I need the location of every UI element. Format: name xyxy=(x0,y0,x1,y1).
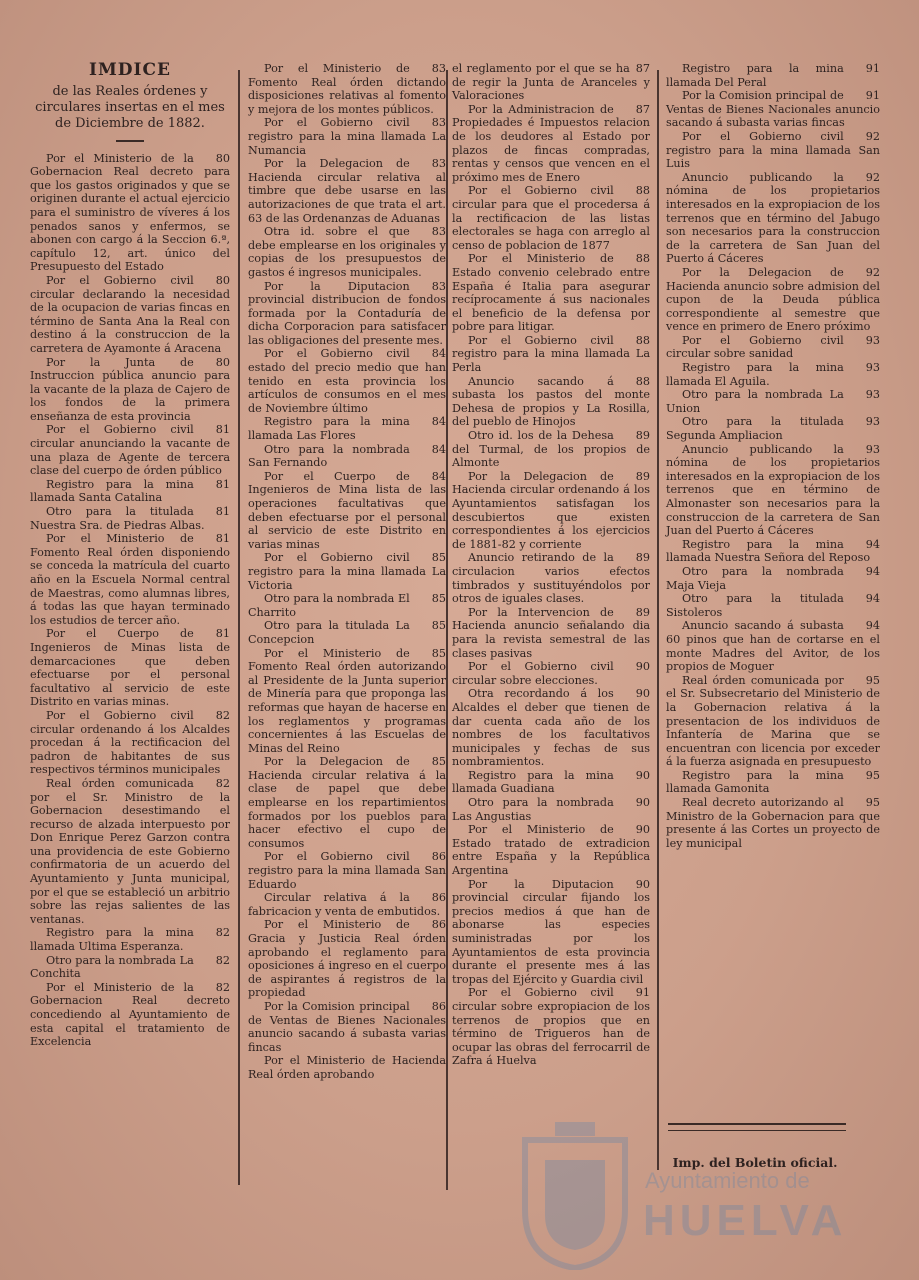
index-entry xyxy=(452,470,650,552)
page-number: 84 xyxy=(431,415,446,429)
entry-text: Por el Gobierno civil registro para la mina llamada La Perla xyxy=(452,333,650,375)
entry-text: Otro para la nombrada San Fernando xyxy=(248,442,410,470)
entry-text: Anuncio publicando la nómina de los propietarios interesados en la expropiacion de los terrenos que en término de Almonaster son necesarios para la construccion de la carretera de San Juan del Puerto á Cáceres xyxy=(666,442,880,538)
page-number: 94 xyxy=(865,619,880,633)
index-entry xyxy=(248,619,446,646)
column-rule xyxy=(657,70,659,1170)
index-entry xyxy=(248,225,446,279)
page-number: 95 xyxy=(865,673,880,687)
page-number: 94 xyxy=(865,592,880,606)
index-entry xyxy=(666,266,880,334)
index-entry xyxy=(666,769,880,796)
watermark-line-1: Ayuntamiento de xyxy=(645,1168,810,1193)
entry-text: Por la Delegacion de Hacienda anuncio sobre admision del cupon de la Deuda pública correspondiente al semestre que vence en primero de Enero próximo xyxy=(666,265,880,334)
page-number: 86 xyxy=(431,999,446,1013)
index-entry xyxy=(666,674,880,769)
entry-text: Por la Junta de Instruccion pública anuncio para la vacante de la plaza de Cajero de los fondos de la primera enseñanza de esta provincia xyxy=(30,355,230,423)
page-number: 83 xyxy=(431,157,446,171)
index-entry xyxy=(30,478,230,505)
page-number: 82 xyxy=(215,926,230,940)
page-number: 95 xyxy=(865,796,880,810)
index-title: IMDICE xyxy=(89,60,171,80)
index-entry xyxy=(30,532,230,627)
entry-text: Otro para la nombrada La Union xyxy=(666,388,844,415)
page-number: 90 xyxy=(635,796,650,810)
page-number: 93 xyxy=(865,361,880,375)
page-number: 93 xyxy=(865,388,880,402)
page-number: 85 xyxy=(431,619,446,633)
entry-text: Por el Ministerio de Estado tratado de extradicion entre España y la República Argentina xyxy=(452,823,650,878)
coat-of-arms-icon xyxy=(515,1120,635,1270)
index-entry xyxy=(666,619,880,673)
page-number: 80 xyxy=(215,151,230,165)
index-subtitle: de las Reales órdenes y circulares insertas en el mes de Diciembre de 1882. xyxy=(35,83,225,131)
page-number: 89 xyxy=(635,605,650,619)
column-rule xyxy=(238,70,240,1185)
page-number: 83 xyxy=(431,62,446,75)
page-number: 92 xyxy=(865,170,880,184)
index-entry xyxy=(666,796,880,850)
entry-text: Por el Gobierno civil circular declarando la necesidad de la ocupacion de varias fincas en término de Santa Ana la Real con destino á la construccion de la carretera de Ayamonte á Aracena xyxy=(30,273,230,355)
index-entry xyxy=(248,470,446,552)
page-number: 81 xyxy=(215,532,230,546)
entry-text: Por el Cuerpo de Ingenieros de Mina lista de las operaciones facultativas que deben efectuarse por el personal al servicio de este Distrito en varias minas xyxy=(248,469,446,551)
entry-text: Anuncio retirando de la circulacion varios efectos timbrados y sustituyéndolos por otros de iguales clases. xyxy=(452,551,650,606)
page-number: 81 xyxy=(215,505,230,519)
entry-text: Registro para la mina llamada Gamonita xyxy=(666,768,844,796)
index-entry xyxy=(666,388,880,415)
entry-text: Por el Ministerio de la Gobernacion Real decreto concediendo al Ayuntamiento de esta capital el tratamiento de Excelencia xyxy=(30,980,230,1049)
page-number: 90 xyxy=(635,687,650,701)
page-number: 84 xyxy=(431,347,446,361)
page-number: 91 xyxy=(635,986,650,1000)
entry-text: Por el Gobierno civil circular anunciando la vacante de una plaza de Agente de tercera clase del cuerpo de órden público xyxy=(30,423,230,478)
entry-text: Por la Comision principal de Ventas de Bienes Nacionales anuncio sacando á subasta varias fincas xyxy=(666,89,880,130)
entry-text: Otro para la titulada Sistoleros xyxy=(666,592,844,619)
index-entry xyxy=(248,415,446,442)
entry-text: Por el Ministerio de Estado convenio celebrado entre España é Italia para asegurar recíprocamente á sus nacionales el beneficio de la defensa por pobre para litigar. xyxy=(452,252,650,334)
entry-text: Registro para la mina llamada Del Peral xyxy=(666,62,844,89)
page-number: 83 xyxy=(431,116,446,130)
page-number: 93 xyxy=(865,415,880,429)
page-number: 88 xyxy=(635,333,650,347)
page-number: 82 xyxy=(215,776,230,790)
index-entry xyxy=(666,538,880,565)
index-entry xyxy=(30,423,230,477)
page-number: 86 xyxy=(431,918,446,932)
entry-text: Otro para la nombrada Las Angustias xyxy=(452,796,614,823)
entry-text: Por el Gobierno civil registro para la mina llamada La Numancia xyxy=(248,116,446,157)
index-entry xyxy=(248,850,446,891)
entry-text: Por el Gobierno civil estado del precio medio que han tenido en esta provincia los artículos de consumos en el mes de Noviembre último xyxy=(248,347,446,415)
page-number: 94 xyxy=(865,564,880,578)
entry-text: Por la Administracion de Propiedades é Impuestos relacion de los deudores al Estado por plazos de fincas compradas, rentas y censos que vencen en el próximo mes de Enero xyxy=(452,102,650,184)
page-number: 81 xyxy=(215,627,230,641)
index-entry xyxy=(666,361,880,388)
index-entry xyxy=(30,777,230,927)
index-entry xyxy=(30,926,230,953)
index-entry xyxy=(248,1000,446,1054)
entry-text: Otro id. los de la Dehesa del Turmal, de los propios de Almonte xyxy=(452,429,650,470)
entry-text: Por la Comision principal de Ventas de Bienes Nacionales anuncio sacando á subasta varias fincas xyxy=(248,999,446,1054)
index-column-2 xyxy=(248,62,446,1240)
page-number: 95 xyxy=(865,768,880,782)
index-entry xyxy=(452,796,650,823)
watermark-line-2: HUELVA xyxy=(643,1196,848,1245)
title-divider xyxy=(116,140,144,142)
page-number: 92 xyxy=(865,265,880,279)
page-number: 82 xyxy=(215,708,230,722)
page-number: 84 xyxy=(431,442,446,456)
page-number: 89 xyxy=(635,551,650,565)
index-column-3 xyxy=(452,62,650,1240)
index-entry xyxy=(666,592,880,619)
index-entry xyxy=(666,171,880,266)
page-number: 90 xyxy=(635,660,650,674)
entry-text: Registro para la mina llamada El Aguila. xyxy=(666,361,844,388)
entry-text: Por la Diputacion provincial circular fijando los precios medios á que han de abonarse las especies suministradas por los Ayuntamientos de esta provincia durante el presente mes á las tropas del Ejército y Guardia civil xyxy=(452,877,650,986)
index-entry xyxy=(30,274,230,356)
index-entry xyxy=(452,687,650,769)
index-entry xyxy=(452,375,650,429)
index-entry xyxy=(452,878,650,987)
index-entry xyxy=(452,660,650,687)
page-number: 87 xyxy=(635,62,650,75)
index-entry xyxy=(666,89,880,130)
entry-text: Anuncio sacando á subasta 60 pinos que han de cortarse en el monte Madres del Avitor, de los propios de Moguer xyxy=(666,619,880,674)
entry-text: Registro para la mina llamada Nuestra Señora del Reposo xyxy=(666,537,871,565)
column-rule xyxy=(446,70,448,1190)
index-entry xyxy=(248,62,446,116)
page-number: 81 xyxy=(215,477,230,491)
index-entry xyxy=(30,627,230,709)
index-entry xyxy=(452,986,650,1068)
page-number: 85 xyxy=(431,592,446,606)
index-entry xyxy=(666,130,880,171)
entry-text: Otra id. sobre el que debe emplearse en los originales y copias de los presupuestos de gastos é ingresos municipales. xyxy=(248,225,446,279)
index-entry xyxy=(452,334,650,375)
index-entry xyxy=(666,565,880,592)
index-entry xyxy=(248,280,446,348)
page-number: 90 xyxy=(635,823,650,837)
page-number: 88 xyxy=(635,374,650,388)
entry-text: Por la Delegacion de Hacienda circular relativa al timbre que debe usarse en las autorizaciones de que trata el art. 63 de las Ordenanzas de Aduanas xyxy=(248,157,446,225)
entry-text: Otro para la nombrada Maja Vieja xyxy=(666,564,844,592)
index-entry xyxy=(248,116,446,157)
index-entry xyxy=(452,551,650,605)
index-entry xyxy=(452,606,650,660)
entry-text: Real órden comunicada por el Sr. Ministro de la Gobernacion desestimando el recurso de alzada interpuesto por Don Enrique Perez Garzon contra una providencia de este Gobierno confirmatoria de un acuerdo del Ayuntamiento y Junta municipal, por el que se estableció un arbitrio sobre las rejas salientes de las ventanas. xyxy=(30,776,230,926)
index-entry xyxy=(248,347,446,415)
index-entry xyxy=(452,823,650,877)
page-number: 90 xyxy=(635,877,650,891)
page-number: 80 xyxy=(215,355,230,369)
entry-text: Anuncio sacando á subasta los pastos del monte Dehesa de propios y La Rosilla, del pueblo de Hinojos xyxy=(452,374,650,429)
index-entry xyxy=(666,443,880,538)
page-number: 92 xyxy=(865,129,880,143)
entry-text: Otro para la titulada Nuestra Sra. de Piedras Albas. xyxy=(30,505,205,532)
page-number: 88 xyxy=(635,184,650,198)
entry-text: Real órden comunicada por el Sr. Subsecretario del Ministerio de la Gobernacion relativa á la presentacion de los individuos de Infantería de Marina que se encuentran con licencia por exceder á la fuerza asignada en presupuesto xyxy=(666,673,880,769)
index-entry xyxy=(666,334,880,361)
index-entry xyxy=(30,152,230,274)
index-entry xyxy=(30,709,230,777)
entry-text: Por el Gobierno civil registro para la mina llamada San Luis xyxy=(666,129,880,171)
index-entry xyxy=(452,252,650,334)
entry-text: Registro para la mina llamada Las Flores xyxy=(248,415,410,443)
entry-text: Por el Gobierno civil registro para la mina llamada La Victoria xyxy=(248,551,446,592)
page-number: 89 xyxy=(635,469,650,483)
entry-text: Por el Ministerio de Fomento Real órden disponiendo se conceda la matrícula del cuarto año en la Escuela Normal central de Maestras, como alumnas libres, á todas las que hayan terminado los estudios de tercer año. xyxy=(30,532,230,627)
entry-text: Por la Intervencion de Hacienda anuncio señalando dia para la revista semestral de las clases pasivas xyxy=(452,605,650,660)
page-number: 88 xyxy=(635,252,650,266)
entry-text: Otro para la nombrada El Charrito xyxy=(248,592,410,619)
entry-text: Circular relativa á la fabricacion y venta de embutidos. xyxy=(248,891,441,918)
index-entry xyxy=(248,592,446,619)
index-entry xyxy=(30,954,230,981)
entry-text: Otro para la titulada La Concepcion xyxy=(248,619,410,646)
page-number: 86 xyxy=(431,850,446,864)
index-column-1 xyxy=(30,62,230,1240)
page-number: 82 xyxy=(215,980,230,994)
entry-text: Registro para la mina llamada Ultima Esperanza. xyxy=(30,926,194,954)
page-number: 87 xyxy=(635,102,650,116)
index-entry xyxy=(452,184,650,252)
page-number: 93 xyxy=(865,442,880,456)
entry-text: Por el Gobierno civil circular para que el procedersa á la rectificacion de las listas electorales se haga con arreglo al censo de poblacion de 1877 xyxy=(452,184,650,252)
entry-text: Otro para la nombrada La Conchita xyxy=(30,953,194,981)
entry-text: Por el Cuerpo de Ingenieros de Minas lista de demarcaciones que deben efectuarse por el personal facultativo al servicio de este Distrito en varias minas. xyxy=(30,627,230,709)
index-entry xyxy=(248,891,446,918)
page-number: 89 xyxy=(635,429,650,443)
entry-text: Por el Gobierno civil circular sobre elecciones. xyxy=(452,660,614,687)
page-number: 91 xyxy=(865,89,880,103)
index-entry xyxy=(30,505,230,532)
entry-text: Registro para la mina llamada Guadiana xyxy=(452,768,614,796)
index-entry xyxy=(248,755,446,850)
page-number: 85 xyxy=(431,646,446,660)
index-entry xyxy=(666,415,880,442)
entry-text: Anuncio publicando la nómina de los propietarios interesados en la expropiacion de los terrenos que en término del Jabugo son necesarios para la construccion de la carretera de San Juan del Puerto á Cáceres xyxy=(666,170,880,266)
index-entry xyxy=(248,157,446,225)
entry-text: Por la Delegacion de Hacienda circular relativa á la clase de papel que debe emplearse en los repartimientos formados por los pueblos para hacer efectivo el cupo de consumos xyxy=(248,755,446,850)
archive-watermark xyxy=(515,1110,848,1270)
page-number: 94 xyxy=(865,537,880,551)
page-number: 83 xyxy=(431,279,446,293)
page-number: 93 xyxy=(865,333,880,347)
index-entry xyxy=(30,981,230,1049)
index-entry xyxy=(666,62,880,89)
entry-text: Real decreto autorizando al Ministro de la Gobernacion para que presente á las Cortes un proyecto de ley municipal xyxy=(666,796,880,850)
page-number: 86 xyxy=(431,891,446,905)
index-entry xyxy=(30,356,230,424)
index-entry xyxy=(452,103,650,185)
entry-text: Otro para la titulada Segunda Ampliacion xyxy=(666,415,844,443)
entry-text: Por el Gobierno civil circular ordenando á los Alcaldes procedan á la rectificacion del padron de habitantes de sus respectivos términos municipales xyxy=(30,708,230,777)
page-number: 90 xyxy=(635,768,650,782)
entry-text: Por el Ministerio de Fomento Real órden dictando disposiciones relativas al fomento y mejora de los montes públicos. xyxy=(248,62,446,116)
entry-text: el reglamento por el que se ha de regir la Junta de Aranceles y Valoraciones xyxy=(452,62,650,103)
entry-text: Por el Ministerio de Hacienda Real órden aprobando xyxy=(248,1054,446,1081)
index-entry xyxy=(452,769,650,796)
index-entry xyxy=(248,918,446,1000)
entry-text: Por la Delegacion de Hacienda circular ordenando á los Ayuntamientos satisfagan los descubiertos que existen correspondientes á los ejercicios de 1881-82 y corriente xyxy=(452,469,650,551)
index-entry xyxy=(248,647,446,756)
index-entry xyxy=(452,62,650,103)
page-number: 82 xyxy=(215,953,230,967)
page-number: 80 xyxy=(215,273,230,287)
page-number: 81 xyxy=(215,423,230,437)
page-number: 83 xyxy=(431,225,446,239)
entry-text: Por el Gobierno civil circular sobre expropiacion de los terrenos de propios que en término de Trigueros han de ocupar las obras del ferrocarril de Zafra á Huelva xyxy=(452,986,650,1068)
entry-text: Por el Gobierno civil circular sobre sanidad xyxy=(666,333,844,361)
page-number: 85 xyxy=(431,551,446,565)
index-entry xyxy=(248,1054,446,1081)
entry-text: Por el Ministerio de Gracia y Justicia Real órden aprobando el reglamento para oposiciones á ingreso en el cuerpo de aspirantes á registros de la propiedad xyxy=(248,918,446,1000)
entry-text: Por el Ministerio de la Gobernacion Real decreto para que los gastos originados y que se originen durante el actual ejercicio para el suministro de víveres á los penados sanos y enfermos, se abonen con cargo á la Seccion 6.ª, capítulo 12, art. único del Presupuesto del Estado xyxy=(30,151,230,274)
page-number: 84 xyxy=(431,469,446,483)
entry-text: Por la Diputacion provincial distribucion de fondos formada por la Contaduría de dicha Corporacion para satisfacer las obligaciones del presente mes. xyxy=(248,279,446,347)
index-column-4 xyxy=(666,62,880,1240)
index-entry xyxy=(248,551,446,592)
entry-text: Otra recordando á los Alcaldes el deber que tienen de dar cuenta cada año de los nombres de los facultativos municipales y fechas de sus nombramientos. xyxy=(452,687,650,769)
page-number: 91 xyxy=(865,62,880,75)
imprint-line: Imp. del Boletin oficial. xyxy=(672,1155,838,1170)
entry-text: Por el Ministerio de Fomento Real órden autorizando al Presidente de la Junta superior de Minería para que proponga las reformas que hayan de hacerse en los reglamentos y programas concernientes á las Escuelas de Minas del Reino xyxy=(248,646,446,755)
index-entry xyxy=(452,429,650,470)
entry-text: Por el Gobierno civil registro para la mina llamada San Eduardo xyxy=(248,850,446,891)
entry-text: Registro para la mina llamada Santa Catalina xyxy=(30,477,194,505)
page-number: 85 xyxy=(431,755,446,769)
index-entry xyxy=(248,443,446,470)
